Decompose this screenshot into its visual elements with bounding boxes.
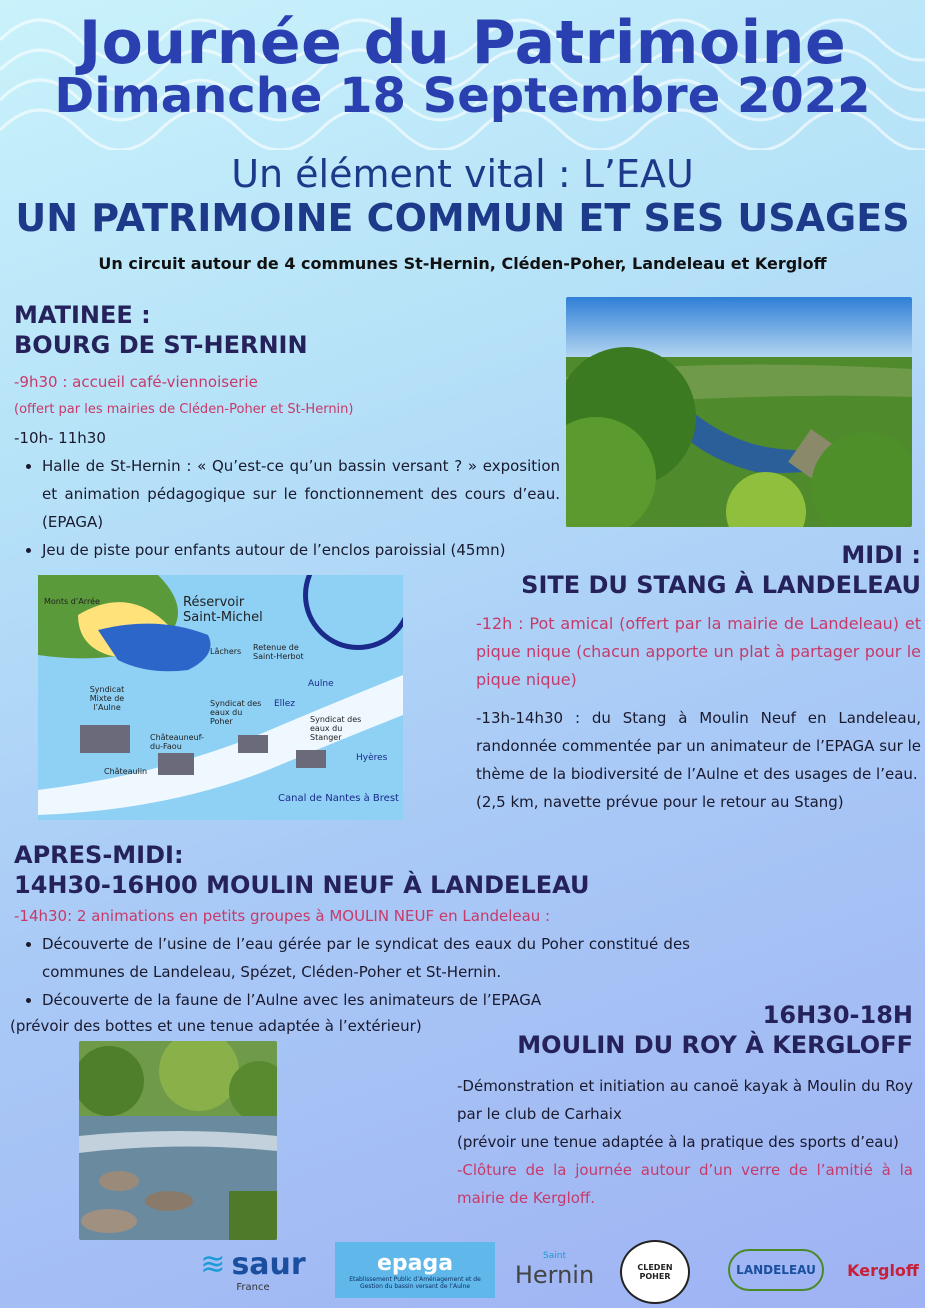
matinee-heading: MATINEE :	[14, 301, 151, 329]
matinee-line3: -10h- 11h30	[14, 429, 106, 447]
apresmidi-place: 14H30-16H00 MOULIN NEUF À LANDELEAU	[14, 871, 590, 899]
saur-icon: ≋	[200, 1247, 226, 1282]
water-map	[38, 575, 403, 820]
map-label-aulne: Aulne	[308, 679, 334, 689]
map-label-hyeres: Hyères	[356, 753, 388, 763]
apresmidi-note: (prévoir des bottes et une tenue adaptée à l’extérieur)	[10, 1017, 422, 1035]
midi-heading: MIDI :	[841, 541, 921, 569]
matinee-place: BOURG DE ST-HERNIN	[14, 331, 308, 359]
page-title: Journée du Patrimoine	[78, 8, 847, 78]
map-label-lachers: Lâchers	[210, 647, 242, 656]
soir-place: MOULIN DU ROY À KERGLOFF	[517, 1031, 913, 1059]
saur-logo: ≋ saur France	[200, 1247, 306, 1293]
river-photo	[79, 1041, 277, 1240]
kergloff-logo: Kergloff	[847, 1260, 919, 1280]
matinee-section	[14, 300, 560, 564]
cleden-logo: CLEDEN POHER	[620, 1240, 690, 1304]
apresmidi-heading: APRES-MIDI:	[14, 841, 184, 869]
apresmidi-section	[14, 840, 690, 1014]
apresmidi-line1: -14h30: 2 animations en petits groupes à MOULIN NEUF en Landeleau :	[14, 907, 551, 925]
map-label-canal: Canal de Nantes à Brest	[278, 793, 399, 804]
midi-line2: -13h-14h30 : du Stang à Moulin Neuf en Landeleau, randonnée commentée par un animateur de l’EPAGA sur le thème de la biodiversité de l’Aulne et des usages de l’eau.	[476, 709, 921, 783]
map-label-syndicat-aulne: Syndicat Mixte de l’Aulne	[89, 685, 125, 712]
circuit-text: Un circuit autour de 4 communes St-Hernin, Cléden-Poher, Landeleau et Kergloff	[98, 254, 827, 273]
midi-line1: -12h : Pot amical (offert par la mairie de Landeleau) et pique nique (chacun apporte un plat à partager pour le pique nique)	[476, 614, 921, 689]
midi-line3: (2,5 km, navette prévue pour le retour au Stang)	[476, 793, 844, 811]
soir-line2: (prévoir une tenue adaptée à la pratique des sports d’eau)	[457, 1133, 899, 1151]
midi-section	[476, 540, 921, 816]
list-item: • Découverte de la faune de l’Aulne avec les animateurs de l’EPAGA	[42, 986, 690, 1014]
subtitle-2: UN PATRIMOINE COMMUN ET SES USAGES	[15, 196, 910, 240]
epaga-logo: epaga Etablissement Public d’Aménagement et de Gestion du bassin versant de l’Aulne	[335, 1242, 495, 1298]
subtitle-1: Un élément vital : L’EAU	[231, 152, 694, 196]
map-label-ellez: Ellez	[274, 699, 295, 709]
map-label-chateaulin: Châteaulin	[104, 767, 148, 776]
soir-section	[457, 1000, 913, 1212]
event-date: Dimanche 18 Septembre 2022	[54, 68, 871, 124]
landscape-photo	[566, 297, 912, 527]
map-label-monts: Monts d’Arrée	[44, 597, 100, 606]
midi-place: SITE DU STANG À LANDELEAU	[521, 571, 921, 599]
soir-line1: -Démonstration et initiation au canoë kayak à Moulin du Roy par le club de Carhaix	[457, 1077, 913, 1123]
soir-line3: -Clôture de la journée autour d’un verre de l’amitié à la mairie de Kergloff.	[457, 1161, 913, 1207]
map-label-syndicat-stanger: Syndicat des eaux du Stanger	[310, 715, 362, 742]
list-item: • Halle de St-Hernin : « Qu’est-ce qu’un bassin versant ? » exposition et animation pédagogique sur le fonctionnement des cours d’eau. (EPAGA)	[42, 452, 560, 536]
map-label-retenue: Retenue de Saint-Herbot	[253, 643, 304, 661]
soir-heading: 16H30-18H	[762, 1001, 913, 1029]
list-item: • Jeu de piste pour enfants autour de l’enclos paroissial (45mn)	[42, 536, 560, 564]
map-label-syndicat-poher: Syndicat des eaux du Poher	[210, 699, 262, 726]
list-item: • Découverte de l’usine de l’eau gérée par le syndicat des eaux du Poher constitué des communes de Landeleau, Spézet, Cléden-Poher et St-Hernin.	[42, 930, 690, 986]
landeleau-logo: LANDELEAU	[722, 1240, 830, 1300]
matinee-line2: (offert par les mairies de Cléden-Poher et St-Hernin)	[14, 402, 354, 417]
map-label-reservoir: Réservoir Saint-Michel	[183, 595, 263, 625]
hernin-logo: Saint Hernin	[514, 1251, 595, 1289]
map-label-chateauneuf: Châteauneuf-du-Faou	[150, 733, 204, 751]
matinee-line1: -9h30 : accueil café-viennoiserie	[14, 373, 258, 391]
